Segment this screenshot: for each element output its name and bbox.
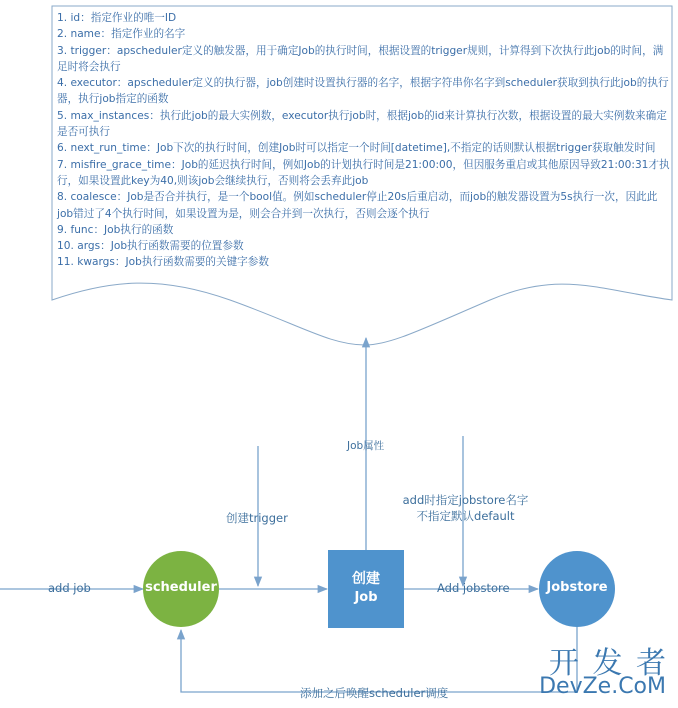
note-line: 8. coalesce：Job是否合并执行，是一个bool值。例如scheduler停止20s后重启动，而job的触发器设置为5s执行一次，因此此job错过了4个执行时间，如果设置为是，则会合并到一次执行，否则会逐个执行: [57, 191, 658, 220]
watermark-logo-line1: 开 发 者: [548, 646, 668, 681]
create-job-node: [328, 550, 404, 628]
scheduler-node-label: scheduler: [145, 580, 217, 595]
create-job-label-1: 创建: [352, 571, 380, 587]
create-job-label-2: Job: [354, 590, 378, 605]
jobstore-note-line-1: add时指定jobstore名字: [402, 493, 529, 507]
add-job-label: add job: [48, 581, 91, 595]
note-line: 10. args：Job执行函数需要的位置参数: [57, 240, 244, 253]
note-line: 4. executor：apscheduler定义的执行器，job创建时设置执行器的名字，根据字符串你名字到scheduler获取到执行此job的执行器，执行job指定的函数: [57, 77, 669, 106]
add-jobstore-label: Add jobstore: [437, 581, 510, 595]
note-line: 9. func：Job执行的函数: [57, 223, 174, 236]
note-line: 1. id：指定作业的唯一ID: [57, 12, 177, 24]
note-line: 5. max_instances：执行此job的最大实例数，executor执行job时，根据job的id来计算执行次数，根据设置的最大实例数来确定是否可执行: [57, 109, 667, 139]
jobstore-note-label: [393, 492, 538, 524]
note-line: 3. trigger：apscheduler定义的触发器，用于确定Job的执行时间，根据设置的trigger规则，计算得到下次执行此job的时间，满足时将会执行: [57, 44, 664, 73]
wake-scheduler-arrow: [181, 627, 577, 692]
jobstore-node-label: Jobstore: [546, 580, 608, 595]
job-attr-label: Job属性: [347, 440, 385, 452]
wake-scheduler-label: 添加之后唤醒scheduler调度: [300, 686, 449, 700]
create-trigger-label: 创建trigger: [226, 511, 288, 525]
note-line: 7. misfire_grace_time：Job的延迟执行时间，例如Job的计划执行时间是21:00:00，但因服务重启或其他原因导致21:00:31才执行，如果设置此key为40,则该job会继续执行，否则将会丢弃此job: [57, 158, 670, 187]
watermark-logo-line2: DevZe.CoM: [539, 674, 666, 699]
note-line: 6. next_run_time：Job下次的执行时间，创建Job时可以指定一个时间[datetime],不指定的话则默认根据trigger获取触发时间: [57, 142, 656, 155]
jobstore-note-line-2: 不指定默认default: [416, 509, 515, 523]
note-line: 11. kwargs：Job执行函数需要的关键字参数: [57, 256, 269, 269]
job-attribute-notes: [57, 10, 671, 271]
note-line: 2. name：指定作业的名字: [57, 28, 186, 41]
